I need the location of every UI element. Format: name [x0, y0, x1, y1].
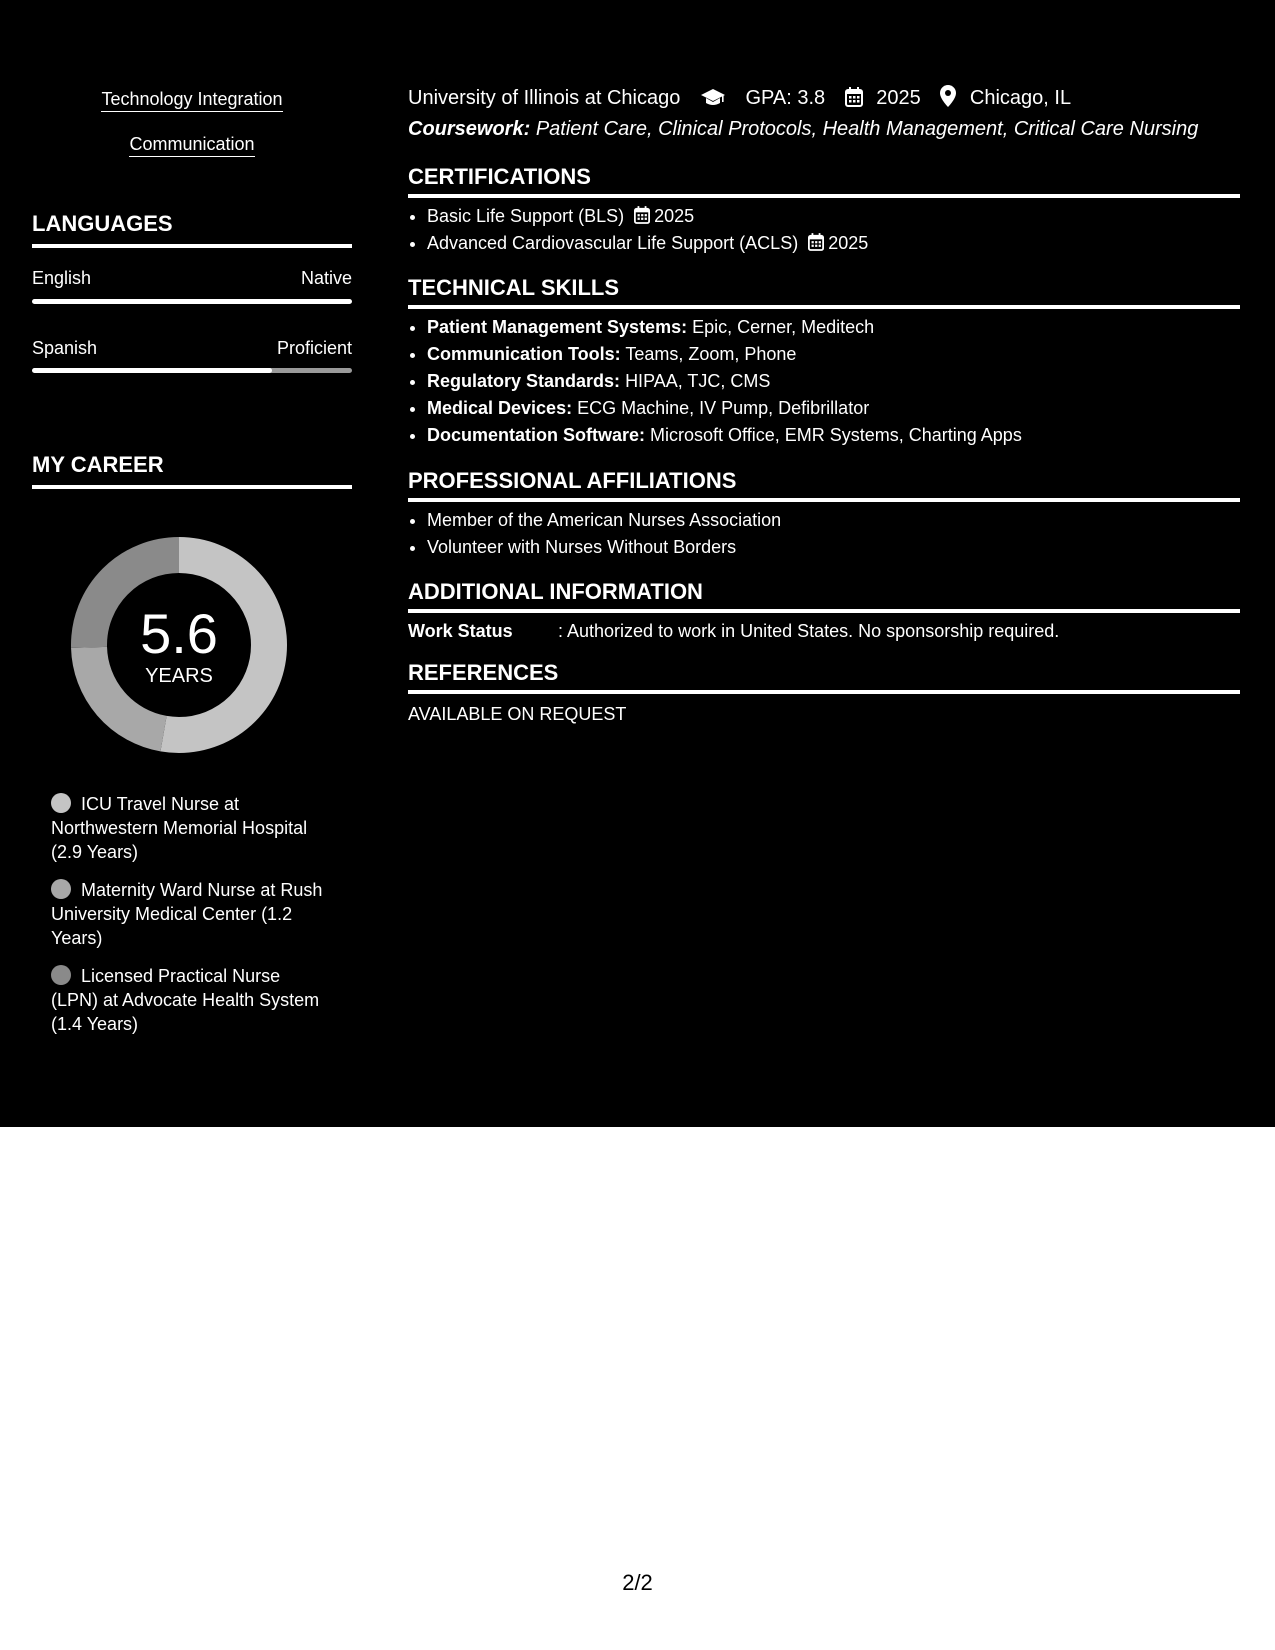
technical-skills-heading: TECHNICAL SKILLS — [408, 274, 1240, 309]
career-legend-dot — [51, 879, 71, 899]
career-list-item — [51, 878, 331, 950]
technical-skill-value: Teams, Zoom, Phone — [625, 344, 797, 364]
certifications-list — [408, 203, 868, 257]
graduation-cap-icon — [700, 87, 726, 107]
language-name: Spanish — [32, 338, 98, 358]
page-number: 2/2 — [622, 1570, 653, 1595]
language-proficiency-fill — [32, 299, 352, 304]
certification-name: Basic Life Support (BLS) — [427, 206, 625, 226]
coursework-list: Patient Care, Clinical Protocols, Health Management, Critical Care Nursing — [535, 118, 1199, 140]
career-donut-chart — [66, 532, 292, 758]
career-item-text: Licensed Practical Nurse (LPN) at Advocate Health System (1.4 Years) — [51, 966, 320, 1034]
technical-skill-item — [427, 314, 1022, 341]
skill-item — [32, 88, 352, 110]
certification-year: 2025 — [828, 233, 869, 253]
additional-information-heading: ADDITIONAL INFORMATION — [408, 578, 1240, 613]
language-level: Proficient — [276, 338, 352, 358]
language-proficiency-fill — [32, 368, 272, 373]
technical-skill-value: Microsoft Office, EMR Systems, Charting Apps — [650, 425, 1022, 445]
language-proficiency-bar — [32, 299, 352, 304]
career-total-years: 5.6 — [140, 602, 218, 665]
technical-skill-value: ECG Machine, IV Pump, Defibrillator — [577, 398, 870, 418]
career-heading: MY CAREER — [32, 451, 352, 489]
technical-skill-label: Regulatory Standards: — [427, 371, 621, 391]
coursework-label: Coursework: — [408, 118, 531, 140]
references-text: AVAILABLE ON REQUEST — [408, 704, 627, 724]
education-year: 2025 — [876, 87, 921, 109]
coursework-line — [408, 115, 1198, 143]
calendar-icon — [808, 233, 824, 251]
affiliation-item: • Volunteer with Nurses Without Borders — [427, 534, 781, 561]
work-status-row — [408, 619, 1059, 643]
technical-skill-item — [427, 422, 1022, 449]
work-status-label: Work Status — [408, 621, 513, 641]
references-heading: REFERENCES — [408, 659, 1240, 694]
technical-skill-value: Epic, Cerner, Meditech — [692, 317, 875, 337]
technical-skill-label: Documentation Software: — [427, 425, 646, 445]
technical-skill-label: Communication Tools: — [427, 344, 621, 364]
school-name: University of Illinois at Chicago — [408, 87, 681, 109]
skill-label: Technology Integration — [101, 89, 282, 112]
affiliation-item: • Member of the American Nurses Association — [427, 507, 781, 534]
career-list-item — [51, 964, 331, 1036]
education-line — [408, 84, 1071, 112]
technical-skill-value: HIPAA, TJC, CMS — [625, 371, 771, 391]
certification-name: Advanced Cardiovascular Life Support (ACLS) — [427, 233, 799, 253]
career-list-item — [51, 792, 331, 864]
technical-skill-item — [427, 368, 1022, 395]
language-level: Native — [300, 268, 352, 288]
languages-heading: LANGUAGES — [32, 210, 352, 248]
technical-skill-item — [427, 395, 1022, 422]
certification-year: 2025 — [654, 206, 695, 226]
career-legend-dot — [51, 965, 71, 985]
location-pin-icon — [940, 85, 956, 107]
skill-item — [32, 133, 352, 155]
affiliations-list — [408, 507, 781, 561]
certification-item — [427, 230, 868, 257]
certification-item — [427, 203, 868, 230]
career-item-text: ICU Travel Nurse at Northwestern Memorial Hospital (2.9 Years) — [51, 794, 308, 862]
technical-skill-label: Patient Management Systems: — [427, 317, 688, 337]
language-name: English — [32, 268, 92, 288]
skill-label: Communication — [129, 134, 254, 157]
affiliations-heading: PROFESSIONAL AFFILIATIONS — [408, 467, 1240, 502]
work-status-value: : Authorized to work in United States. No sponsorship required. — [558, 621, 1060, 641]
sidebar — [32, 0, 352, 1127]
career-legend-dot — [51, 793, 71, 813]
calendar-icon — [845, 87, 863, 107]
education-location: Chicago, IL — [969, 87, 1072, 109]
language-proficiency-bar — [32, 368, 352, 373]
technical-skills-list — [408, 314, 1022, 449]
education-gpa: GPA: 3.8 — [745, 87, 826, 109]
certifications-heading: CERTIFICATIONS — [408, 163, 1240, 198]
calendar-icon — [634, 206, 650, 224]
career-item-text: Maternity Ward Nurse at Rush University Medical Center (1.2 Years) — [51, 880, 323, 948]
technical-skill-label: Medical Devices: — [427, 398, 573, 418]
career-total-unit: YEARS — [145, 665, 213, 687]
technical-skill-item — [427, 341, 1022, 368]
